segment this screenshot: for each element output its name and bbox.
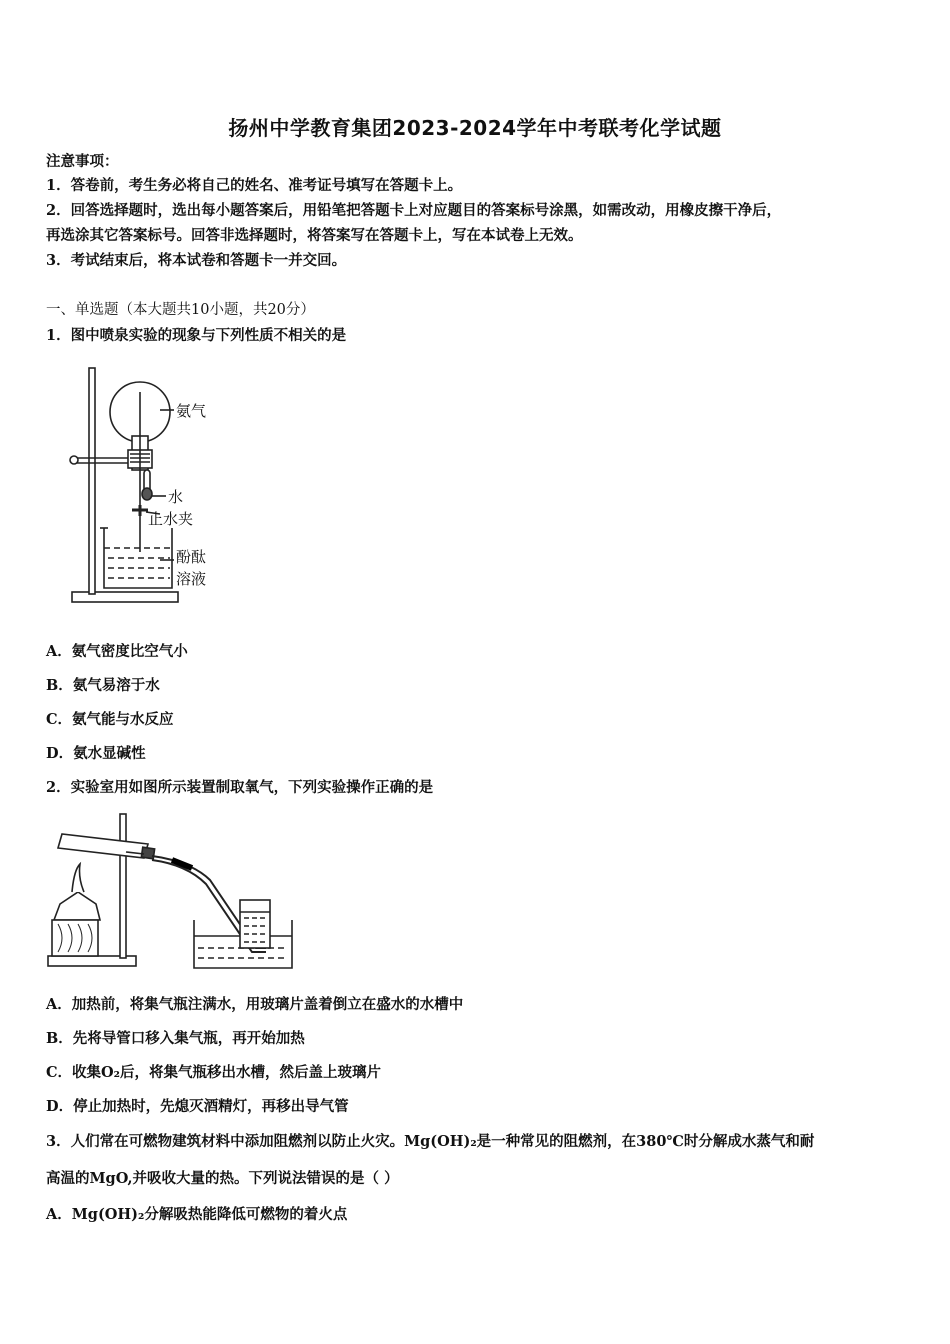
q2-option-c: C．收集O₂后，将集气瓶移出水槽，然后盖上玻璃片: [46, 1064, 382, 1081]
q1-option-d: D．氨水显碱性: [46, 745, 146, 762]
label-solution: 溶液: [176, 570, 207, 588]
label-phenolphthalein: 酚酞: [176, 548, 207, 566]
label-clamp: 止水夹: [148, 510, 194, 528]
oxygen-apparatus-figure: [44, 808, 304, 972]
label-ammonia: 氨气: [176, 402, 207, 420]
page-title: 扬州中学教育集团2023-2024学年中考联考化学试题: [228, 116, 722, 140]
q1-option-b: B．氨气易溶于水: [46, 677, 160, 694]
question-3-stem-line1: 3．人们常在可燃物建筑材料中添加阻燃剂以防止火灾。Mg(OH)₂是一种常见的阻燃剂，在380℃时分解成水蒸气和耐: [46, 1133, 815, 1150]
q2-option-b: B．先将导管口移入集气瓶，再开始加热: [46, 1030, 305, 1047]
notice-item: 2．回答选择题时，选出每小题答案后，用铅笔把答题卡上对应题目的答案标号涂黑，如需改动，用橡皮擦干净后，: [46, 202, 782, 219]
notice-heading: 注意事项：: [46, 153, 119, 170]
question-2-stem: 2．实验室用如图所示装置制取氧气，下列实验操作正确的是: [46, 779, 434, 796]
label-water: 水: [168, 488, 184, 506]
notice-item: 3．考试结束后，将本试卷和答题卡一并交回。: [46, 252, 347, 269]
q2-option-d: D．停止加热时，先熄灭酒精灯，再移出导气管: [46, 1098, 349, 1115]
q1-option-a: A．氨气密度比空气小: [46, 643, 188, 660]
q1-option-c: C．氨气能与水反应: [46, 711, 174, 728]
q3-option-a: A．Mg(OH)₂分解吸热能降低可燃物的着火点: [46, 1206, 348, 1223]
question-1-stem: 1．图中喷泉实验的现象与下列性质不相关的是: [46, 327, 347, 344]
notice-item: 再选涂其它答案标号。回答非选择题时，将答案写在答题卡上，写在本试卷上无效。: [46, 227, 583, 244]
q2-option-a: A．加热前，将集气瓶注满水，用玻璃片盖着倒立在盛水的水槽中: [46, 996, 464, 1013]
question-3-stem-line2: 高温的MgO,并吸收大量的热。下列说法错误的是（ ）: [46, 1170, 399, 1187]
notice-item: 1．答卷前，考生务必将自己的姓名、准考证号填写在答题卡上。: [46, 177, 463, 194]
section-heading: 一、单选题（本大题共10小题，共20分）: [46, 302, 315, 318]
